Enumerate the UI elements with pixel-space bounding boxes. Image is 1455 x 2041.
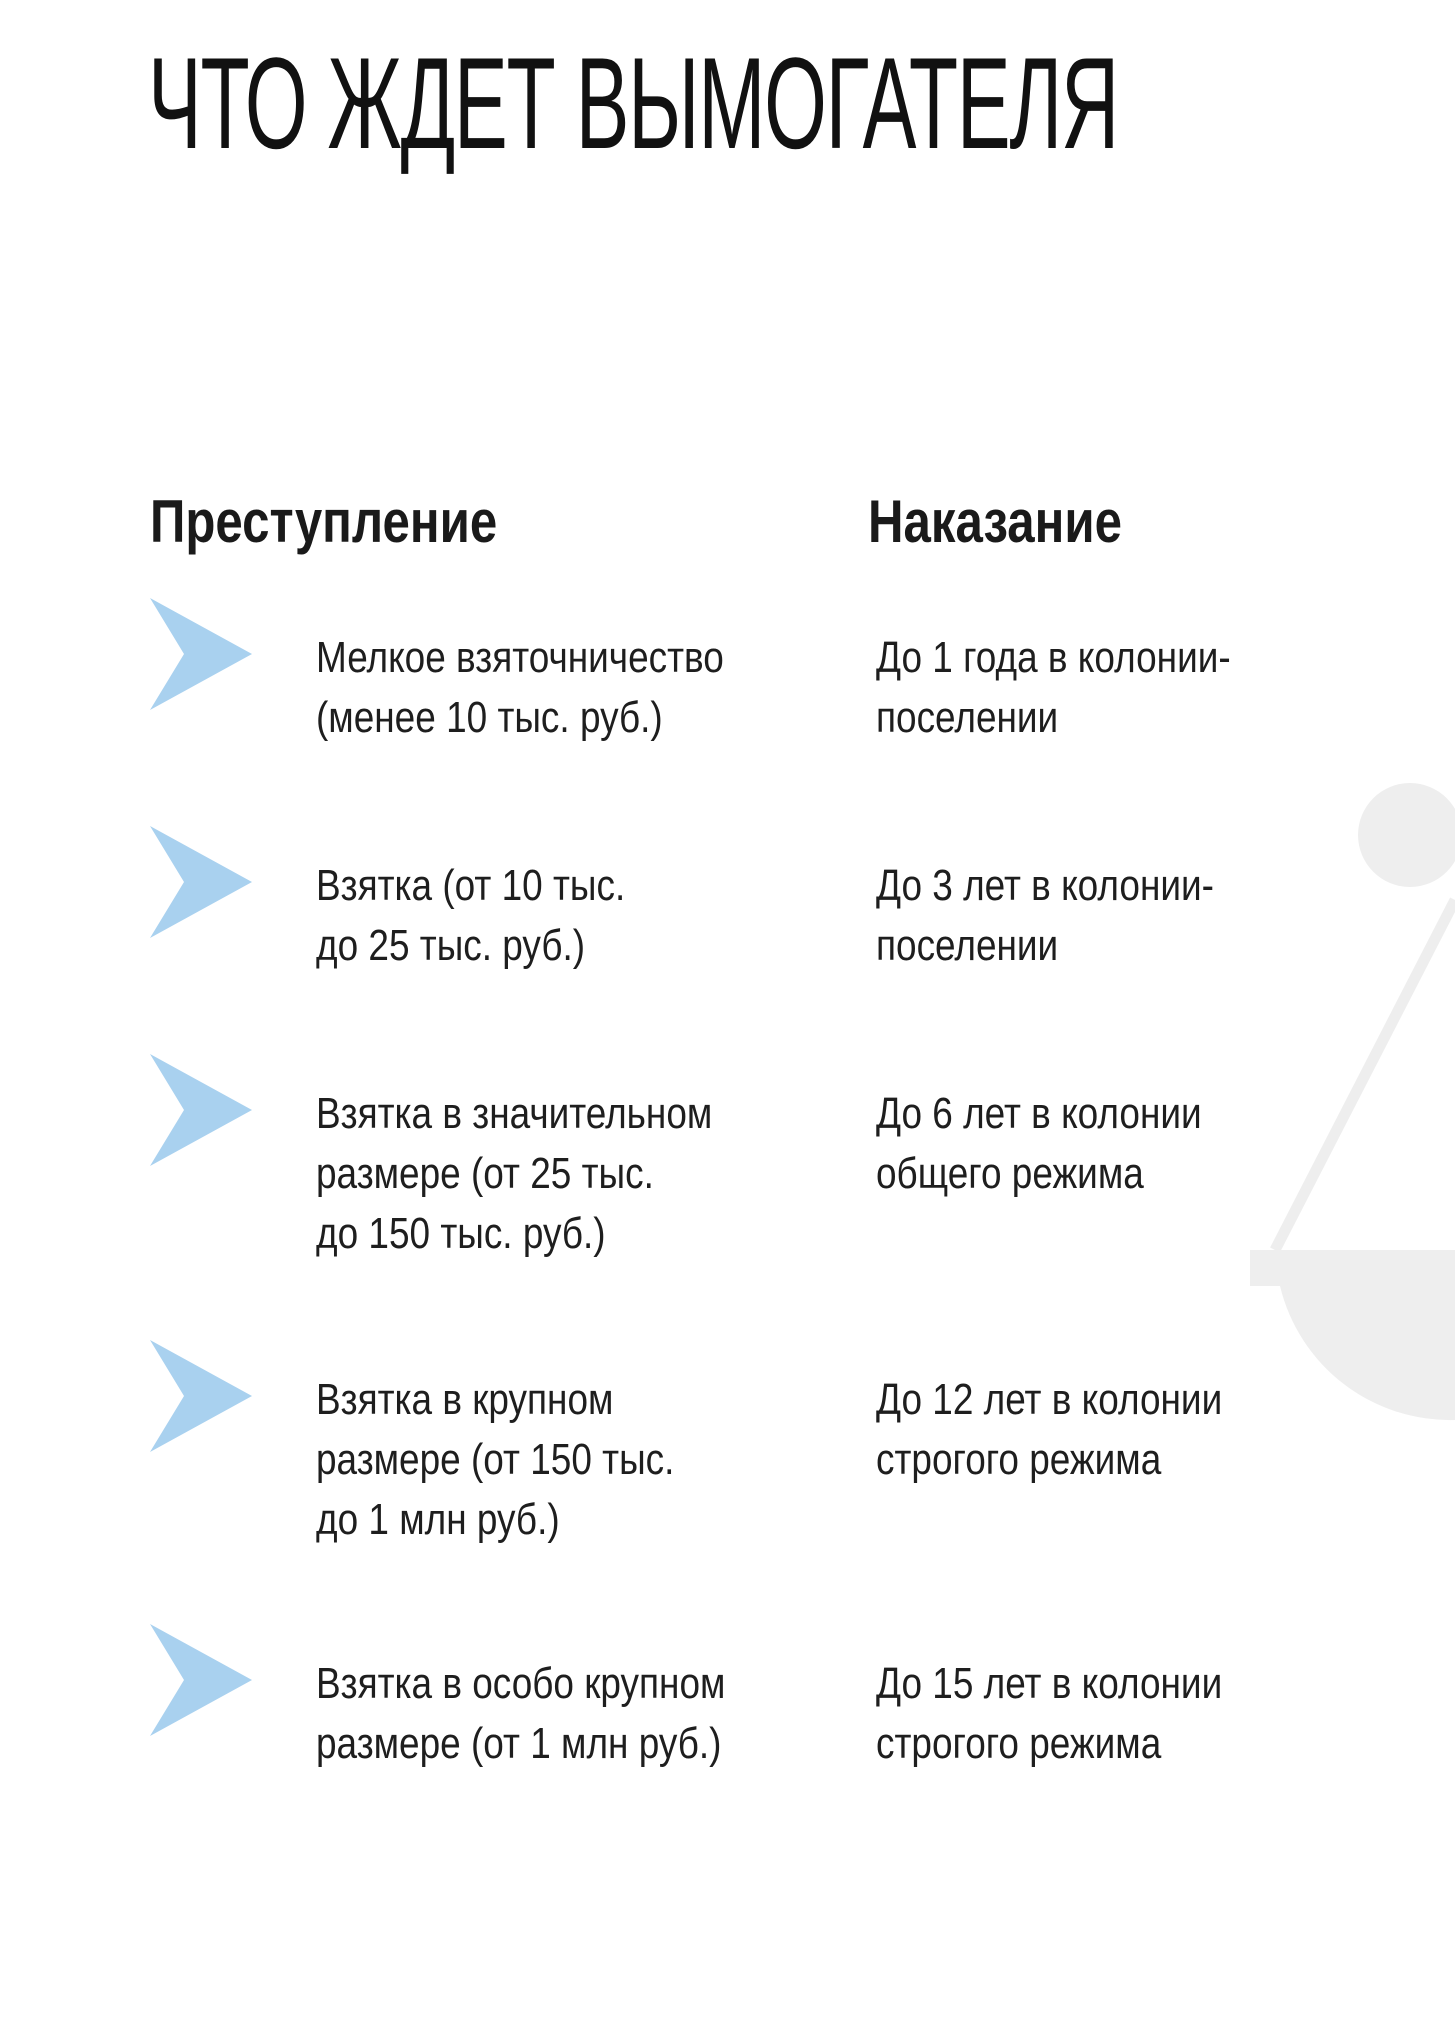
scales-arm-line xyxy=(1275,900,1455,1250)
punishment-line: До 3 лет в колонии- xyxy=(876,861,1214,910)
punishment-text xyxy=(876,1084,1202,1204)
punishment-text xyxy=(876,628,1231,748)
punishment-line: строгого режима xyxy=(876,1719,1162,1768)
punishment-text xyxy=(876,1654,1222,1774)
chevron-right-icon xyxy=(150,1054,252,1166)
punishment-text xyxy=(876,856,1214,976)
scales-knob-shape xyxy=(1358,783,1455,887)
punishment-line: поселении xyxy=(876,693,1059,742)
crime-line: размере (от 25 тыс. xyxy=(316,1149,654,1198)
scales-decoration xyxy=(1240,780,1455,1460)
column-header-crime: Преступление xyxy=(150,488,498,555)
punishment-line: До 15 лет в колонии xyxy=(876,1659,1223,1708)
crime-line: (менее 10 тыс. руб.) xyxy=(316,693,663,742)
crime-text xyxy=(316,628,724,748)
crime-line: до 150 тыс. руб.) xyxy=(316,1209,606,1258)
crime-line: до 25 тыс. руб.) xyxy=(316,921,586,970)
crime-text xyxy=(316,1654,725,1774)
page-title: ЧТО ЖДЕТ ВЫМОГАТЕЛЯ xyxy=(148,30,1119,176)
crime-line: до 1 млн руб.) xyxy=(316,1495,560,1544)
punishment-line: До 1 года в колонии- xyxy=(876,633,1231,682)
scales-pan-shape xyxy=(1280,1286,1455,1420)
crime-line: Взятка в значительном xyxy=(316,1089,713,1138)
punishment-line: строгого режима xyxy=(876,1435,1162,1484)
chevron-right-icon xyxy=(150,826,252,938)
crime-text xyxy=(316,856,625,976)
crime-text xyxy=(316,1370,674,1550)
crime-line: Мелкое взяточничество xyxy=(316,633,724,682)
punishment-line: поселении xyxy=(876,921,1059,970)
crime-line: Взятка в особо крупном xyxy=(316,1659,726,1708)
crime-line: Взятка в крупном xyxy=(316,1375,614,1424)
scales-bar-shape xyxy=(1250,1250,1455,1286)
chevron-right-icon xyxy=(150,598,252,710)
crime-line: Взятка (от 10 тыс. xyxy=(316,861,626,910)
chevron-right-icon xyxy=(150,1340,252,1452)
punishment-line: До 12 лет в колонии xyxy=(876,1375,1223,1424)
punishment-line: общего режима xyxy=(876,1149,1144,1198)
chevron-right-icon xyxy=(150,1624,252,1736)
crime-line: размере (от 150 тыс. xyxy=(316,1435,675,1484)
punishment-text xyxy=(876,1370,1222,1490)
column-header-punishment: Наказание xyxy=(868,488,1122,555)
punishment-line: До 6 лет в колонии xyxy=(876,1089,1202,1138)
crime-text xyxy=(316,1084,712,1264)
crime-line: размере (от 1 млн руб.) xyxy=(316,1719,722,1768)
